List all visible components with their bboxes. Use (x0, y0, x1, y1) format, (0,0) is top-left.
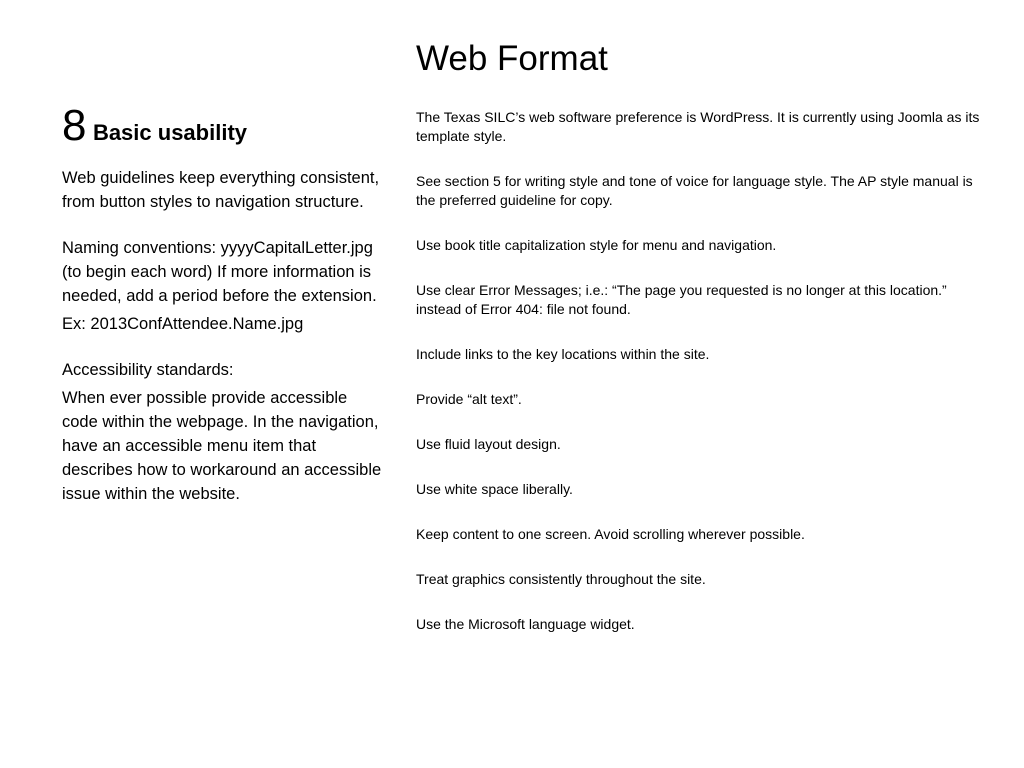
naming-example: Ex: 2013ConfAttendee.Name.jpg (62, 315, 304, 333)
guideline-item: Use fluid layout design. (416, 436, 561, 452)
guideline-item: Use clear Error Messages; i.e.: “The page you requested is no longer at this location.” instead of Error 404: file not found. (416, 282, 947, 317)
naming-conventions-paragraph: Naming conventions: yyyyCapitalLetter.jpg (to begin each word) If more information is needed, add a period before the extension. (62, 239, 377, 305)
accessibility-heading: Accessibility standards: (62, 361, 234, 379)
guideline-item: Provide “alt text”. (416, 391, 522, 407)
guideline-item: Use white space liberally. (416, 481, 573, 497)
intro-paragraph: Web guidelines keep everything consistent, from button styles to navigation structure. (62, 169, 380, 211)
guideline-item: See section 5 for writing style and tone of voice for language style. The AP style manual is the preferred guideline for copy. (416, 173, 973, 208)
guideline-item: Keep content to one screen. Avoid scrolling wherever possible. (416, 526, 805, 542)
section-label: Basic usability (92, 120, 248, 145)
section-number: 8 (62, 101, 87, 150)
slide-title: Web Format (416, 39, 608, 78)
accessibility-paragraph: When ever possible provide accessible code within the webpage. In the navigation, have an accessible menu item that describes how to workaround an accessible issue within the website. (62, 389, 382, 503)
section-heading (62, 100, 247, 152)
guideline-item: The Texas SILC’s web software preference is WordPress. It is currently using Joomla as its template style. (416, 109, 980, 144)
left-column (62, 166, 382, 506)
guideline-item: Include links to the key locations within the site. (416, 346, 710, 362)
guideline-item: Use the Microsoft language widget. (416, 616, 635, 632)
guidelines-list (416, 108, 986, 634)
guideline-item: Treat graphics consistently throughout the site. (416, 571, 706, 587)
guideline-item: Use book title capitalization style for menu and navigation. (416, 237, 777, 253)
